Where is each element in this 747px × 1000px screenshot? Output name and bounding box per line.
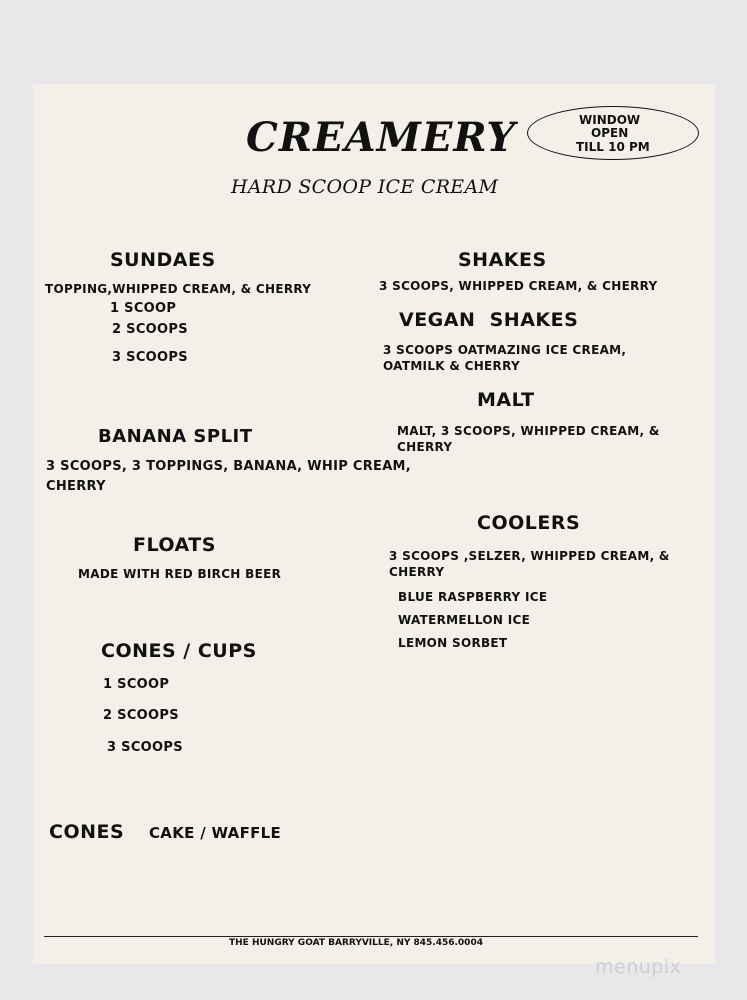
watermark: menupix	[595, 956, 682, 978]
menu-title: CREAMERY	[246, 114, 516, 161]
cones-cups-option: 3 SCOOPS	[107, 740, 183, 755]
floats-description: MADE WITH RED BIRCH BEER	[78, 567, 282, 581]
banana-split-heading: BANANA SPLIT	[98, 426, 253, 447]
footer-contact: THE HUNGRY GOAT BARRYVILLE, NY 845.456.0004	[229, 938, 483, 948]
coolers-heading: COOLERS	[477, 512, 581, 534]
cones-cups-heading: CONES / CUPS	[101, 640, 257, 662]
cones-types: CAKE / WAFFLE	[149, 824, 282, 842]
sundaes-option: 2 SCOOPS	[112, 322, 188, 337]
hours-badge	[527, 106, 699, 160]
vegan-shakes-description: 3 SCOOPS OATMAZING ICE CREAM, OATMILK & CHERRY	[383, 343, 627, 373]
menu-page	[33, 84, 715, 964]
coolers-flavor: BLUE RASPBERRY ICE	[398, 590, 548, 604]
shakes-description: 3 SCOOPS, WHIPPED CREAM, & CHERRY	[379, 279, 658, 293]
coolers-flavor: LEMON SORBET	[398, 636, 508, 650]
sundaes-option: 1 SCOOP	[110, 301, 177, 316]
coolers-flavor: WATERMELLON ICE	[398, 613, 531, 627]
vegan-shakes-heading: VEGAN SHAKES	[399, 309, 579, 331]
hours-badge-line: TILL 10 PM	[576, 140, 650, 154]
banana-split-description: 3 SCOOPS, 3 TOPPINGS, BANANA, WHIP CREAM, CHERRY	[46, 459, 412, 494]
hours-badge-line: OPEN	[591, 126, 629, 140]
sundaes-option: 3 SCOOPS	[112, 350, 188, 365]
floats-heading: FLOATS	[133, 534, 216, 556]
hours-badge-line: WINDOW	[579, 113, 641, 127]
cones-heading: CONES	[49, 821, 125, 843]
coolers-description: 3 SCOOPS ,SELZER, WHIPPED CREAM, & CHERRY	[389, 549, 670, 579]
sundaes-description: TOPPING,WHIPPED CREAM, & CHERRY	[45, 282, 312, 296]
cones-cups-option: 1 SCOOP	[103, 677, 170, 692]
shakes-heading: SHAKES	[458, 249, 547, 271]
footer-divider	[44, 936, 698, 937]
cones-cups-option: 2 SCOOPS	[103, 708, 179, 723]
malt-description: MALT, 3 SCOOPS, WHIPPED CREAM, & CHERRY	[397, 424, 660, 454]
menu-subtitle: HARD SCOOP ICE CREAM	[231, 176, 499, 198]
sundaes-heading: SUNDAES	[110, 249, 216, 271]
malt-heading: MALT	[477, 389, 535, 411]
